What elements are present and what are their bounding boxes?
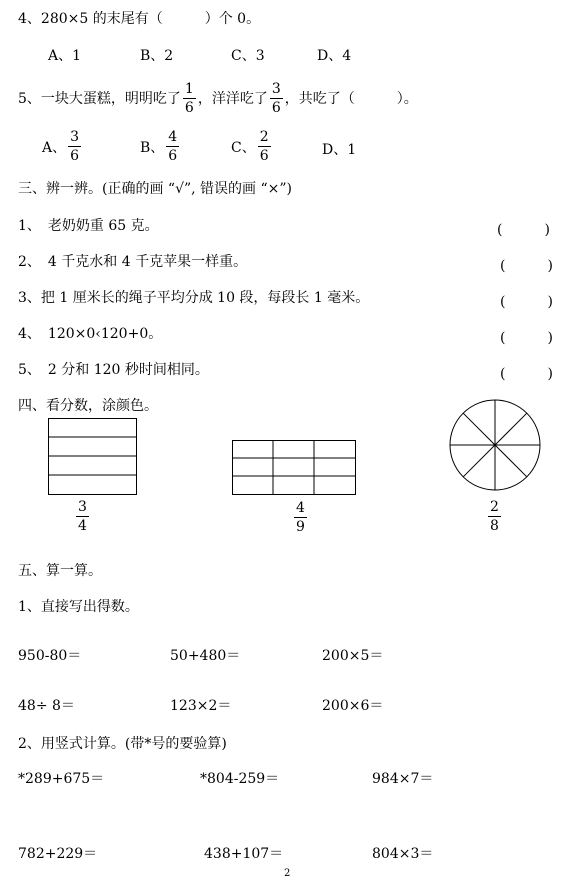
q4-option-d[interactable]: D、4 [317, 48, 352, 64]
grid-ninths-figure[interactable] [232, 440, 357, 498]
fig2-fraction [294, 501, 307, 534]
q5-option-b-num: 4 [168, 129, 178, 145]
section3-title: 三、辨一辨。(正确的画 “√”, 错误的画 “×”) [18, 181, 293, 197]
q5-prefix: 5、一块大蛋糕，明明吃了 [18, 90, 181, 107]
q5-option-c-num: 2 [259, 129, 269, 145]
q4-option-c[interactable]: C、3 [231, 48, 265, 64]
judge-item-3: 3、把 1 厘米长的绳子平均分成 10 段，每段长 1 毫米。 [18, 290, 370, 306]
calc-1-2: 50+480＝ [170, 648, 241, 664]
q5-option-a-num: 3 [70, 129, 80, 145]
page-number: 2 [284, 868, 291, 879]
q5-stem [18, 82, 418, 115]
q5-option-d[interactable]: D、1 [322, 142, 357, 158]
q5-middle: ，洋洋吃了 [197, 90, 268, 107]
section5-title: 五、算一算。 [18, 563, 102, 579]
judge-item-2: 2、 4 千克水和 4 千克苹果一样重。 [18, 254, 248, 270]
q5-option-a-fraction [68, 130, 81, 163]
judge-answer-3[interactable]: ( ) [500, 294, 553, 310]
fig3-fraction-num: 2 [490, 499, 499, 515]
fig1-fraction-num: 3 [78, 499, 87, 515]
vertical-calc-4: 782+229＝ [18, 846, 98, 862]
q5-option-c-label: C、 [231, 139, 256, 156]
vertical-calc-2: *804-259＝ [200, 771, 280, 787]
judge-answer-4[interactable]: ( ) [500, 330, 553, 346]
q4-option-a[interactable]: A、1 [48, 48, 82, 64]
fig2-fraction-den: 9 [296, 519, 305, 535]
vertical-calc-6: 804×3＝ [372, 846, 434, 862]
judge-answer-2[interactable]: ( ) [500, 258, 553, 274]
judge-item-5: 5、 2 分和 120 秒时间相同。 [18, 362, 209, 378]
q5-option-b-fraction [166, 130, 179, 163]
fig2-fraction-num: 4 [296, 500, 305, 516]
q5-fraction-1-num: 1 [184, 81, 194, 97]
judge-answer-1[interactable]: ( ) [497, 222, 550, 238]
section5-sub1: 1、直接写出得数。 [18, 599, 139, 615]
q4-stem: 4、280×5 的末尾有（ ）个 0。 [18, 11, 261, 27]
q5-fraction-2-den: 6 [271, 100, 281, 116]
calc-1-3: 200×5＝ [322, 648, 384, 664]
q5-fraction-2-num: 3 [271, 81, 281, 97]
q5-option-b[interactable] [140, 130, 181, 163]
calc-2-1: 48÷ 8＝ [18, 698, 75, 714]
calc-1-1: 950-80＝ [18, 648, 82, 664]
calc-2-2: 123×2＝ [170, 698, 232, 714]
q5-option-b-den: 6 [168, 148, 178, 164]
q4-option-b[interactable]: B、2 [140, 48, 174, 64]
judge-answer-5[interactable]: ( ) [500, 366, 553, 382]
q5-option-c-den: 6 [259, 148, 269, 164]
q5-option-a-den: 6 [70, 148, 80, 164]
circle-eighths-figure[interactable] [448, 398, 542, 492]
vertical-calc-1: *289+675＝ [18, 771, 105, 787]
q5-option-c-fraction [258, 130, 271, 163]
fig3-fraction [488, 500, 501, 533]
calc-2-3: 200×6＝ [322, 698, 384, 714]
section4-title: 四、看分数，涂颜色。 [18, 398, 158, 414]
vertical-calc-3: 984×7＝ [372, 771, 434, 787]
q5-option-a[interactable] [42, 130, 83, 163]
q5-option-a-label: A、 [42, 139, 67, 156]
fig1-fraction [76, 500, 89, 533]
vertical-calc-5: 438+107＝ [204, 846, 284, 862]
section5-sub2: 2、用竖式计算。(带*号的要验算) [18, 736, 227, 752]
fig3-fraction-den: 8 [490, 518, 499, 534]
q5-suffix: ，共吃了（ ）。 [284, 90, 418, 107]
q5-option-b-label: B、 [140, 139, 165, 156]
q5-fraction-1-den: 6 [184, 100, 194, 116]
judge-item-4: 4、 120×0‹120+0。 [18, 326, 163, 342]
rectangle-quarters-figure[interactable] [48, 418, 138, 496]
fig1-fraction-den: 4 [78, 518, 87, 534]
q5-fraction-1 [183, 82, 196, 115]
q5-fraction-2 [270, 82, 283, 115]
ninths-outline [233, 441, 356, 495]
judge-item-1: 1、 老奶奶重 65 克。 [18, 218, 159, 234]
q5-option-c[interactable] [231, 130, 273, 163]
